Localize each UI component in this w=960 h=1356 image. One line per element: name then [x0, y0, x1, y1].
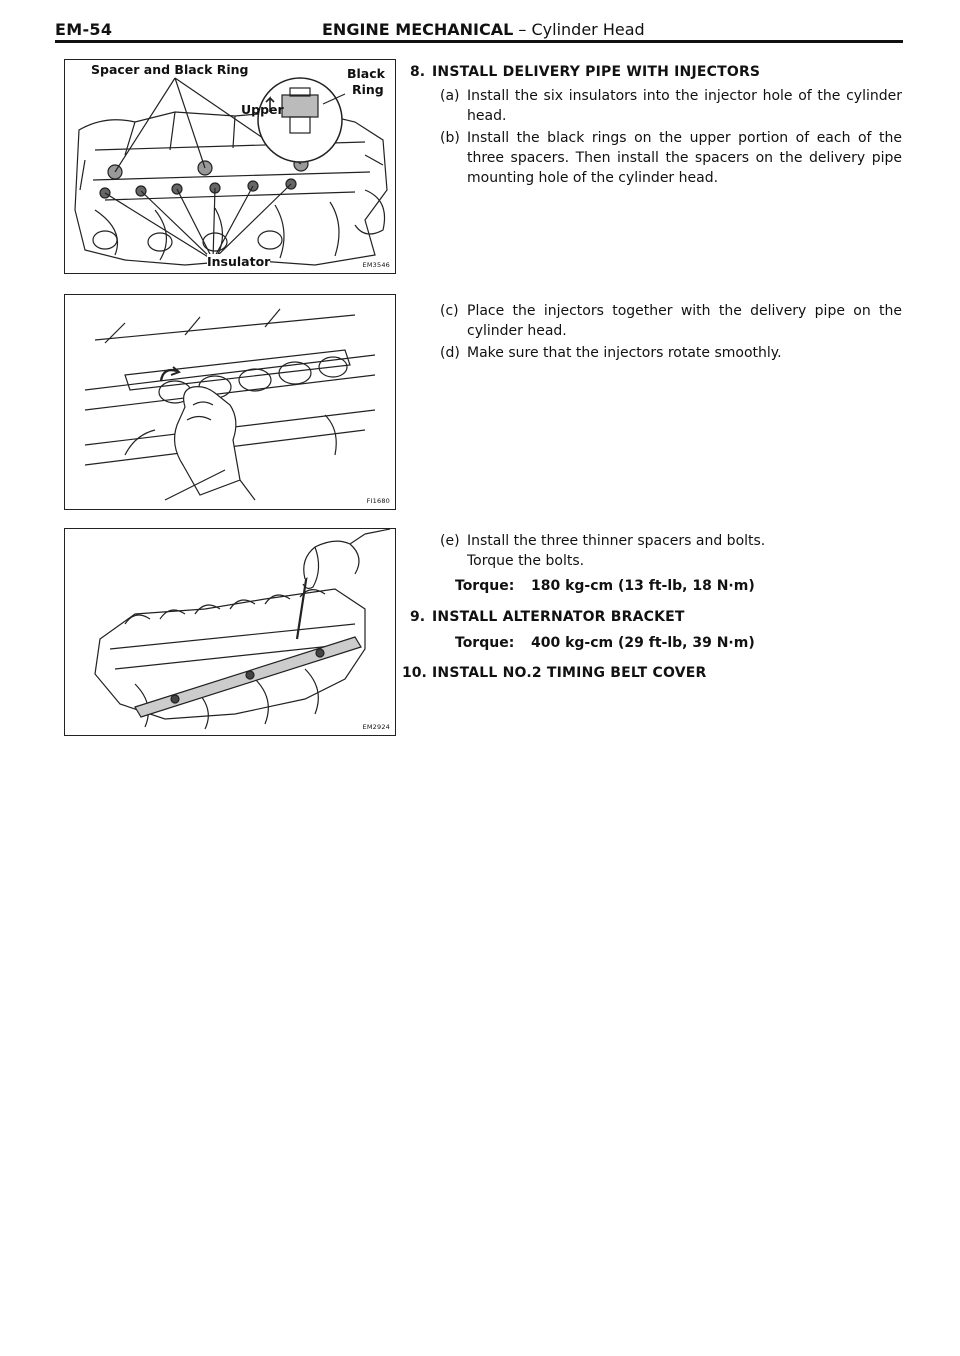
label-black: Black — [347, 66, 385, 81]
step-8d — [410, 343, 910, 363]
torque-label: Torque: — [455, 635, 515, 651]
label-upper: Upper — [241, 102, 284, 117]
step-8c — [410, 301, 910, 341]
label-insulator: Insulator — [207, 254, 271, 269]
figure-insulator-spacer-locations — [64, 59, 396, 274]
torque-spec-step-9 — [455, 633, 755, 653]
step-9 — [410, 607, 910, 627]
section-title-bold: ENGINE MECHANICAL — [322, 20, 514, 39]
sub-letter: (d) — [440, 345, 460, 361]
sub-letter: (b) — [440, 130, 460, 146]
figure-1-drawing — [65, 60, 395, 273]
figure-rotate-injectors — [64, 294, 396, 510]
sub-text: Make sure that the injectors rotate smoothly. — [467, 345, 782, 361]
step-number: 8. — [410, 64, 426, 80]
step-number: 10. — [402, 665, 427, 681]
sub-letter: (e) — [440, 533, 460, 549]
sub-text: Install the black rings on the upper portion of each of the three spacers. Then install the spacers on the delivery pipe mounting hole of the cylinder head. — [467, 130, 902, 186]
torque-value: 400 kg-cm (29 ft-lb, 39 N·m) — [531, 635, 755, 651]
sub-text: Place the injectors together with the delivery pipe on the cylinder head. — [467, 303, 902, 339]
step-number: 9. — [410, 609, 426, 625]
label-ring: Ring — [352, 82, 384, 97]
page-header — [55, 18, 903, 44]
step-10 — [402, 663, 910, 683]
sub-letter: (c) — [440, 303, 459, 319]
step-8 — [410, 62, 910, 82]
page-number: EM-54 — [55, 20, 113, 39]
sub-text: Install the three thinner spacers and bolts. Torque the bolts. — [467, 533, 766, 569]
figure-3-drawing — [65, 529, 395, 735]
step-8e — [410, 531, 910, 571]
header-rule — [55, 40, 903, 43]
step-title: INSTALL ALTERNATOR BRACKET — [432, 609, 685, 625]
sub-letter: (a) — [440, 88, 460, 104]
label-spacer-and-black-ring: Spacer and Black Ring — [91, 62, 249, 77]
step-title: INSTALL NO.2 TIMING BELT COVER — [432, 665, 707, 681]
sub-text: Install the six insulators into the injector hole of the cylinder head. — [467, 88, 902, 124]
figure-code: EM3546 — [362, 261, 390, 269]
torque-spec-step-8 — [455, 576, 755, 596]
torque-label: Torque: — [455, 578, 515, 594]
torque-value: 180 kg-cm (13 ft-lb, 18 N·m) — [531, 578, 755, 594]
step-8b — [410, 128, 910, 188]
section-title-rest: – Cylinder Head — [513, 20, 645, 39]
figure-torque-bolts — [64, 528, 396, 736]
step-8a — [410, 86, 910, 126]
figure-code: EM2924 — [362, 723, 390, 731]
figure-2-drawing — [65, 295, 395, 509]
figure-code: FI1680 — [366, 497, 390, 505]
section-title — [322, 20, 645, 39]
step-title: INSTALL DELIVERY PIPE WITH INJECTORS — [432, 64, 761, 80]
